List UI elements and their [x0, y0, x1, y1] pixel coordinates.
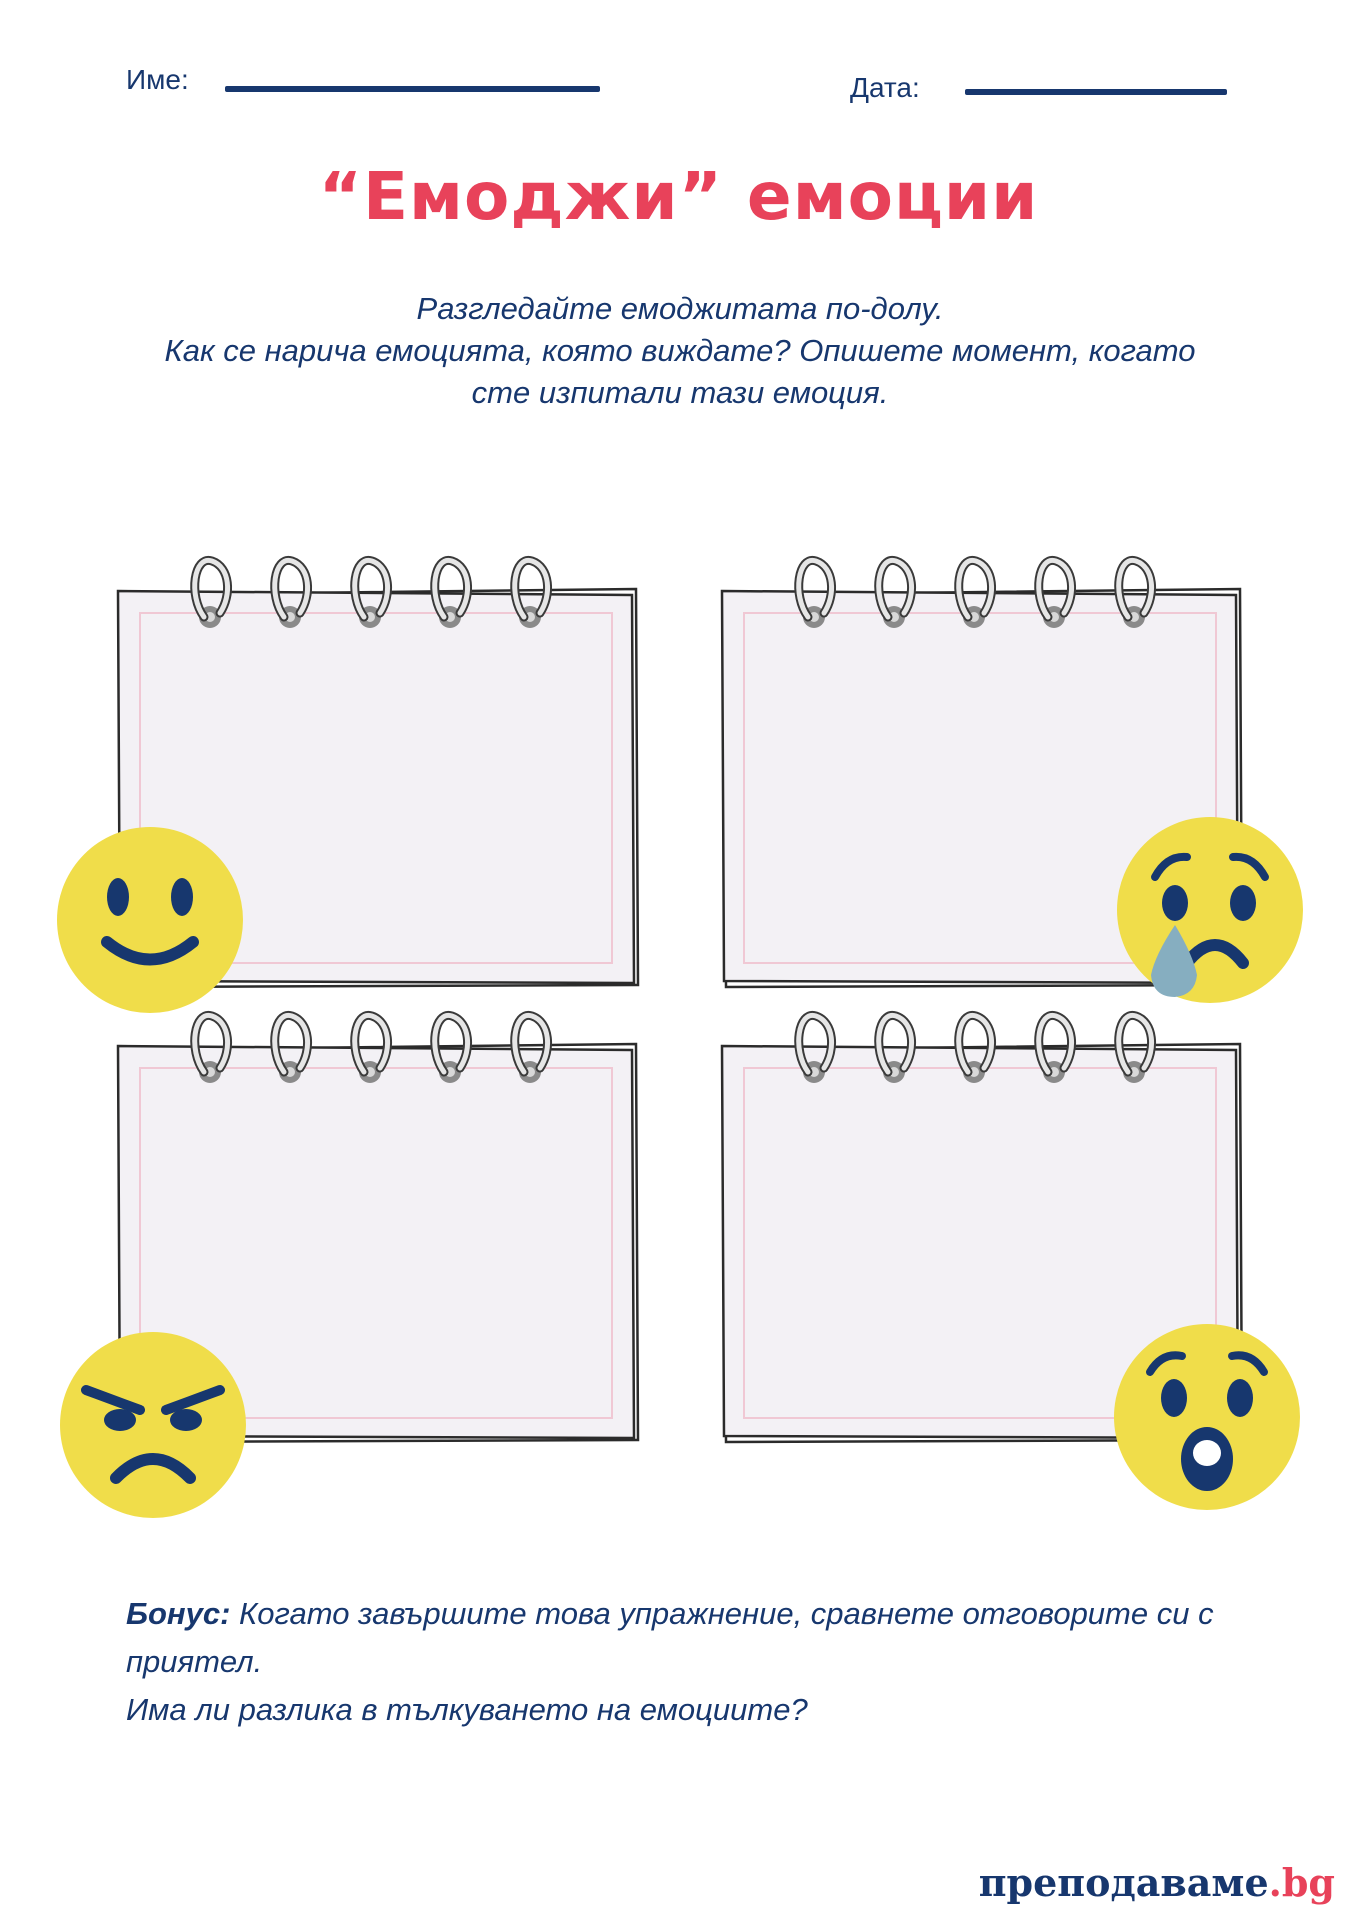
- angry-face-icon: [58, 1330, 248, 1520]
- bonus-paragraph: [126, 1590, 1256, 1686]
- instructions-line-2: Как се нарича емоцията, която виждате? Опишете момент, когато: [164, 333, 1196, 368]
- name-label: Име:: [126, 64, 189, 95]
- smiling-face-icon: [55, 825, 245, 1015]
- bonus-question: Има ли разлика в тълкуването на емоциите?: [126, 1692, 808, 1727]
- bonus-label: Бонус:: [126, 1596, 231, 1631]
- instructions-line-1: Разгледайте емоджитата по-долу.: [416, 291, 944, 326]
- site-logo: [979, 1860, 1335, 1905]
- logo-name: преподаваме: [978, 1860, 1269, 1905]
- page-title: “Емоджи” емоции: [318, 158, 1039, 235]
- instructions: [110, 288, 1250, 414]
- date-label: Дата:: [850, 72, 920, 103]
- surprised-face-icon: [1112, 1322, 1302, 1512]
- name-line: [225, 86, 600, 92]
- date-line: [965, 89, 1227, 95]
- logo-tld: .bg: [1268, 1860, 1335, 1905]
- bonus-section: [126, 1590, 1256, 1734]
- bonus-text: Когато завършите това упражнение, сравнете отговорите си с приятел.: [126, 1596, 1214, 1679]
- crying-face-icon: [1115, 815, 1305, 1005]
- instructions-line-3: сте изпитали тази емоция.: [471, 375, 889, 410]
